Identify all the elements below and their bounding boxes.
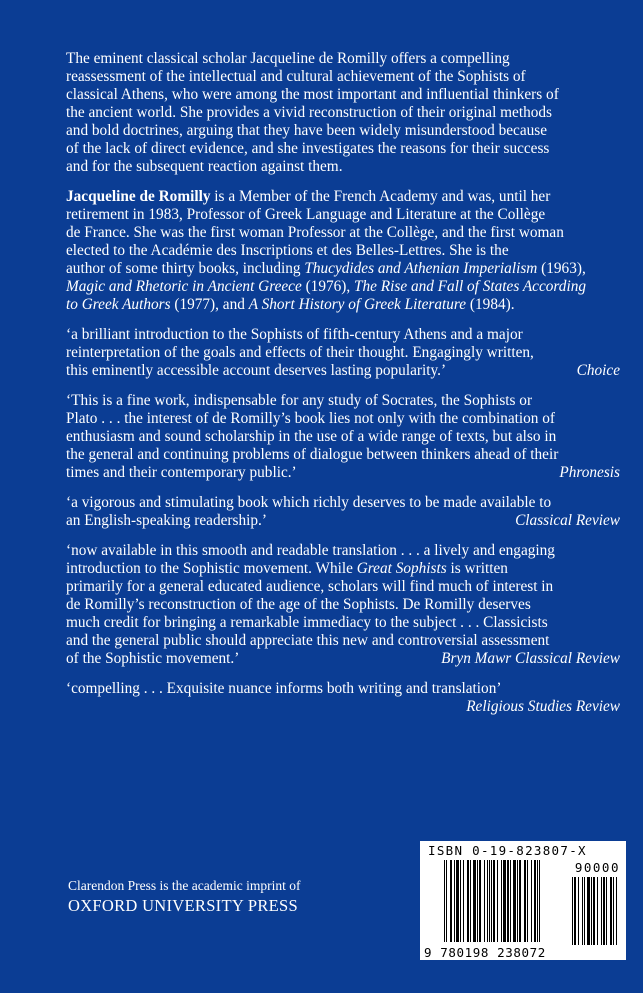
book-title: Thucydides and Athenian Imperialism [304,260,538,277]
text-segment: retirement in 1983, Professor of Greek Language and Literature at the Collège [66,206,546,223]
author-bio [66,188,620,314]
text-line [66,578,620,596]
review-quotes [66,326,620,716]
barcode-bar [578,877,579,945]
barcode-bar [539,860,540,942]
barcode-bar [467,860,469,942]
text-line [66,224,620,242]
text-line [66,614,620,632]
barcode-bar [582,877,583,945]
text-segment: classical Athens, who were among the most important and influential thinkers of [66,86,559,103]
barcode-bar [616,877,617,945]
text-segment: and bold doctrines, arguing that they have been widely misunderstood because [66,122,548,139]
text-line [66,326,620,344]
text-segment: author of some thirty books, including [66,260,305,277]
barcode-bar [534,860,536,942]
text-line [66,104,620,122]
text-line [66,344,620,362]
text-line [66,296,620,314]
text-segment: (1976), [301,278,355,295]
text-segment: Plato . . . the interest of de Romilly’s book lies not only with the combination of [66,410,556,427]
barcode-bar [456,860,459,942]
text-segment: and for the subsequent reaction against them. [66,158,343,175]
text-line [66,494,620,512]
book-description [66,50,620,176]
text-line [66,86,620,104]
text-segment: and the general public should appreciate this new and controversial assessment [66,632,550,649]
text-segment: (1977), and [170,296,249,313]
barcode-bar [487,860,488,942]
barcode-bar [503,860,506,942]
text-segment: ‘now available in this smooth and readable translation . . . a lively and engaging [66,542,555,559]
text-line [66,410,620,428]
text-line [66,650,620,668]
barcode-bar [463,860,464,942]
text-segment: The eminent classical scholar Jacqueline de Romilly offers a compelling [66,50,510,67]
text-line [66,464,620,482]
barcode-bar [572,877,573,945]
barcode-bar [524,860,526,942]
barcode-bar [517,860,518,942]
text-line [66,68,620,86]
barcode-bar [497,860,498,942]
text-line [66,242,620,260]
text-line [66,680,620,698]
text-segment: much credit for bringing a remarkable immediacy to the subject . . . Classicists [66,614,548,631]
barcode-bar [601,877,602,945]
book-title: A Short History of Greek Literature [248,296,467,313]
barcode-bar [527,860,528,942]
barcode-bar [613,877,614,945]
review-source: Bryn Mawr Classical Review [441,650,620,667]
text-segment: reassessment of the intellectual and cultural achievement of the Sophists of [66,68,526,85]
book-title: The Rise and Fall of States According [354,278,586,295]
review-quote [66,494,620,530]
text-segment: the ancient world. She provides a vivid reconstruction of their original methods [66,104,552,121]
text-segment: elected to the Académie des Inscriptions et des Belles-Lettres. She is the [66,242,509,259]
barcode-bar [593,877,595,945]
ean-number: 9 780198 238072 [424,945,546,960]
text-segment: de Romilly’s reconstruction of the age of the Sophists. De Romilly deserves [66,596,531,613]
text-line [66,560,620,578]
text-segment: ‘This is a fine work, indispensable for any study of Socrates, the Sophists or [66,392,533,409]
barcode-bar [454,860,455,942]
barcode-bar [510,860,511,942]
text-segment: (1963), [537,260,586,277]
text-segment: reinterpretation of the goals and effects of their thought. Engagingly written, [66,344,534,361]
publisher-imprint [68,877,300,917]
text-line [66,596,620,614]
barcode-bar [507,860,509,942]
book-title: Magic and Rhetoric in Ancient Greece [66,278,302,295]
text-segment: times and their contemporary public.’ [66,464,297,481]
author-name: Jacqueline de Romilly [66,188,211,205]
barcode-bar [450,860,452,942]
text-line [66,206,620,224]
barcode-bar [574,877,576,945]
text-line [66,512,620,530]
text-segment: an English-speaking readership.’ [66,512,267,529]
barcode-bar [470,860,471,942]
review-quote [66,680,620,716]
barcode-bar [484,860,485,942]
text-segment: is written [446,560,508,577]
text-line [66,140,620,158]
text-line [66,158,620,176]
book-title: Great Sophists [356,560,447,577]
text-segment: ‘a brilliant introduction to the Sophists of fifth-century Athens and a major [66,326,523,343]
barcode-bar [479,860,481,942]
barcode-bar [606,877,607,945]
text-line [66,50,620,68]
text-segment: introduction to the Sophistic movement. While [66,560,357,577]
barcode-bar [603,877,605,945]
review-quote [66,326,620,380]
review-source: Classical Review [515,512,620,529]
text-segment: the general and continuing problems of dialogue between thinkers ahead of their [66,446,559,463]
barcode-bar [587,877,590,945]
text-line [66,542,620,560]
review-quote [66,542,620,668]
back-cover-text [66,50,620,728]
barcode-bar [537,860,538,942]
isbn-barcode [420,841,626,960]
text-line [66,428,620,446]
text-line [66,446,620,464]
text-segment: this eminently accessible account deserves lasting popularity.’ [66,362,447,379]
price-addon-text: 90000 [574,860,620,875]
barcode-bar [489,860,490,942]
text-segment: of the lack of direct evidence, and she investigates the reasons for their success [66,140,550,157]
text-line [66,188,620,206]
isbn-text: ISBN 0-19-823807-X [428,843,587,858]
imprint-line: Clarendon Press is the academic imprint of [68,878,301,893]
review-quote [66,392,620,482]
text-segment: of the Sophistic movement.’ [66,650,240,667]
text-segment: ‘a vigorous and stimulating book which richly deserves to be made available to [66,494,552,511]
ean-bars [444,860,564,942]
barcode-bar [531,860,532,942]
text-line [66,260,620,278]
text-segment: is a Member of the French Academy and was, until her [210,188,551,205]
text-line [66,362,620,380]
barcode-bar [446,860,447,942]
barcode-bar [591,877,592,945]
barcode-bar [501,860,502,942]
barcode-bar [491,860,492,942]
text-segment: enthusiasm and sound scholarship in the use of a wide range of texts, but also in [66,428,557,445]
text-line [66,632,620,650]
review-source: Choice [576,362,620,379]
text-line [66,278,620,296]
barcode-bar [477,860,478,942]
text-line [66,122,620,140]
addon-bars [572,877,620,945]
text-line [66,392,620,410]
review-source: Phronesis [559,464,620,481]
text-segment: primarily for a general educated audience, scholars will find much of interest in [66,578,554,595]
barcode-bar [610,877,612,945]
text-segment: de France. She was the first woman Professor at the Collège, and the first woman [66,224,564,241]
barcode-bar [473,860,476,942]
barcode-bar [513,860,516,942]
book-title: to Greek Authors [66,296,171,313]
review-source: Religious Studies Review [466,698,620,715]
barcode-bar [460,860,461,942]
barcode-bar [597,877,598,945]
barcode-bar [444,860,445,942]
barcode-bar [493,860,495,942]
publisher-name: OXFORD UNIVERSITY PRESS [68,896,298,915]
barcode-bar [519,860,521,942]
barcode-bar [584,877,585,945]
text-segment: ‘compelling . . . Exquisite nuance informs both writing and translation’ [66,680,502,697]
text-segment: (1984). [466,296,515,313]
